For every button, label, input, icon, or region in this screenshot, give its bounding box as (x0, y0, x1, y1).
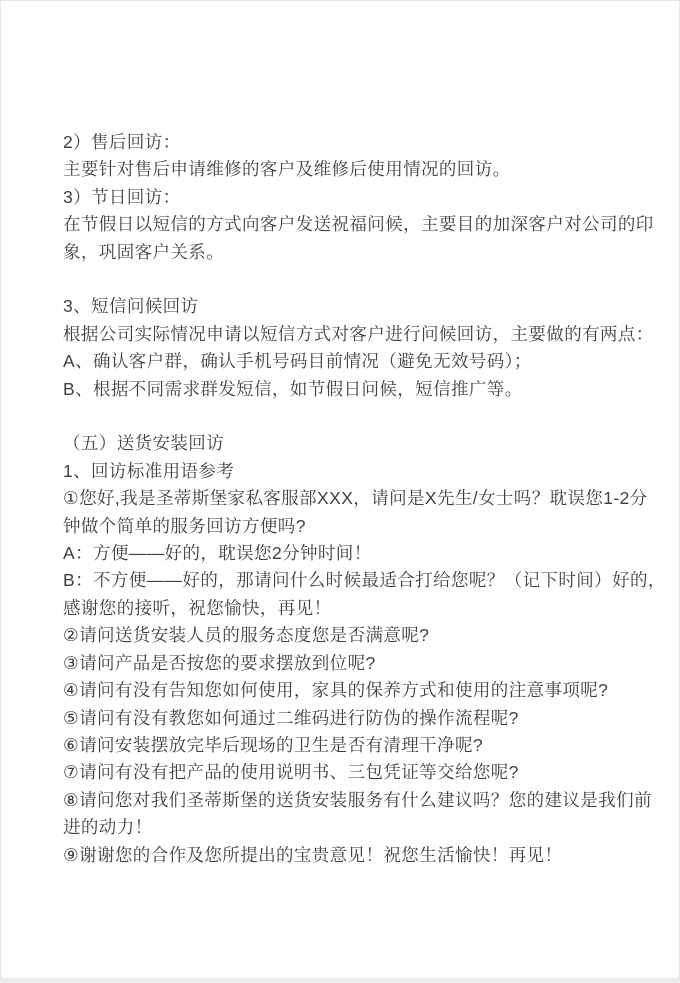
text-line: 2）售后回访： (63, 132, 181, 152)
text-line: 感谢您的接听，祝您愉快，再见！ (63, 597, 332, 618)
text-line: A：方便——好的，耽误您2分钟时间！ (63, 543, 372, 564)
text-line: 3）节日回访： (63, 186, 181, 207)
text-line: ⑤请问有没有教您如何通过二维码进行防伪的操作流程呢? (63, 707, 519, 728)
text-line: ②请问送货安装人员的服务态度您是否满意呢? (63, 625, 430, 646)
text-line: ①您好,我是圣蒂斯堡家私客服部XXX，请问是X先生/女士吗？耽误您1-2分 (63, 488, 648, 509)
text-line: 主要针对售后申请维修的客户及维修后使用情况的回访。 (63, 159, 511, 180)
text-line: ④请问有没有告知您如何使用，家具的保养方式和使用的注意事项呢? (63, 680, 609, 701)
text-line: 钟做个简单的服务回访方便吗? (63, 515, 306, 536)
text-line: ⑧请问您对我们圣蒂斯堡的送货安装服务有什么建议吗？您的建议是我们前 (63, 789, 652, 810)
text-line: ⑥请问安装摆放完毕后现场的卫生是否有清理干净呢? (63, 734, 484, 755)
text-line: 根据公司实际情况申请以短信方式对客户进行问候回访，主要做的有两点： (63, 323, 654, 344)
text-line: ⑨谢谢您的合作及您所提出的宝贵意见！祝您生活愉快！再见！ (63, 844, 563, 865)
text-line: B：不方便——好的，那请问什么时候最适合打给您呢？（记下时间）好的， (63, 570, 666, 591)
text-line: 在节假日以短信的方式向客户发送祝福问候，主要目的加深客户对公司的印 (63, 214, 654, 235)
text-line: A、确认客户群，确认手机号码目前情况（避免无效号码）； (63, 351, 532, 372)
document-content (1, 1, 679, 869)
text-line: （五）送货安装回访 (63, 433, 225, 454)
text-line: 进的动力！ (63, 817, 153, 838)
section-sms-greeting-visit (63, 293, 654, 403)
text-line: 1、回访标准用语参考 (63, 460, 235, 481)
text-line: 象，巩固客户关系。 (63, 241, 225, 262)
section-delivery-installation-visit (63, 430, 666, 869)
text-line: 3、短信问候回访 (63, 296, 199, 317)
text-line: B、根据不同需求群发短信，如节假日问候，短信推广等。 (63, 378, 523, 399)
text-line: ③请问产品是否按您的要求摆放到位呢? (63, 652, 376, 673)
text-line: ⑦请问有没有把产品的使用说明书、三包凭证等交给您呢? (63, 762, 519, 783)
section-after-sales-and-holiday-visits (63, 129, 654, 266)
